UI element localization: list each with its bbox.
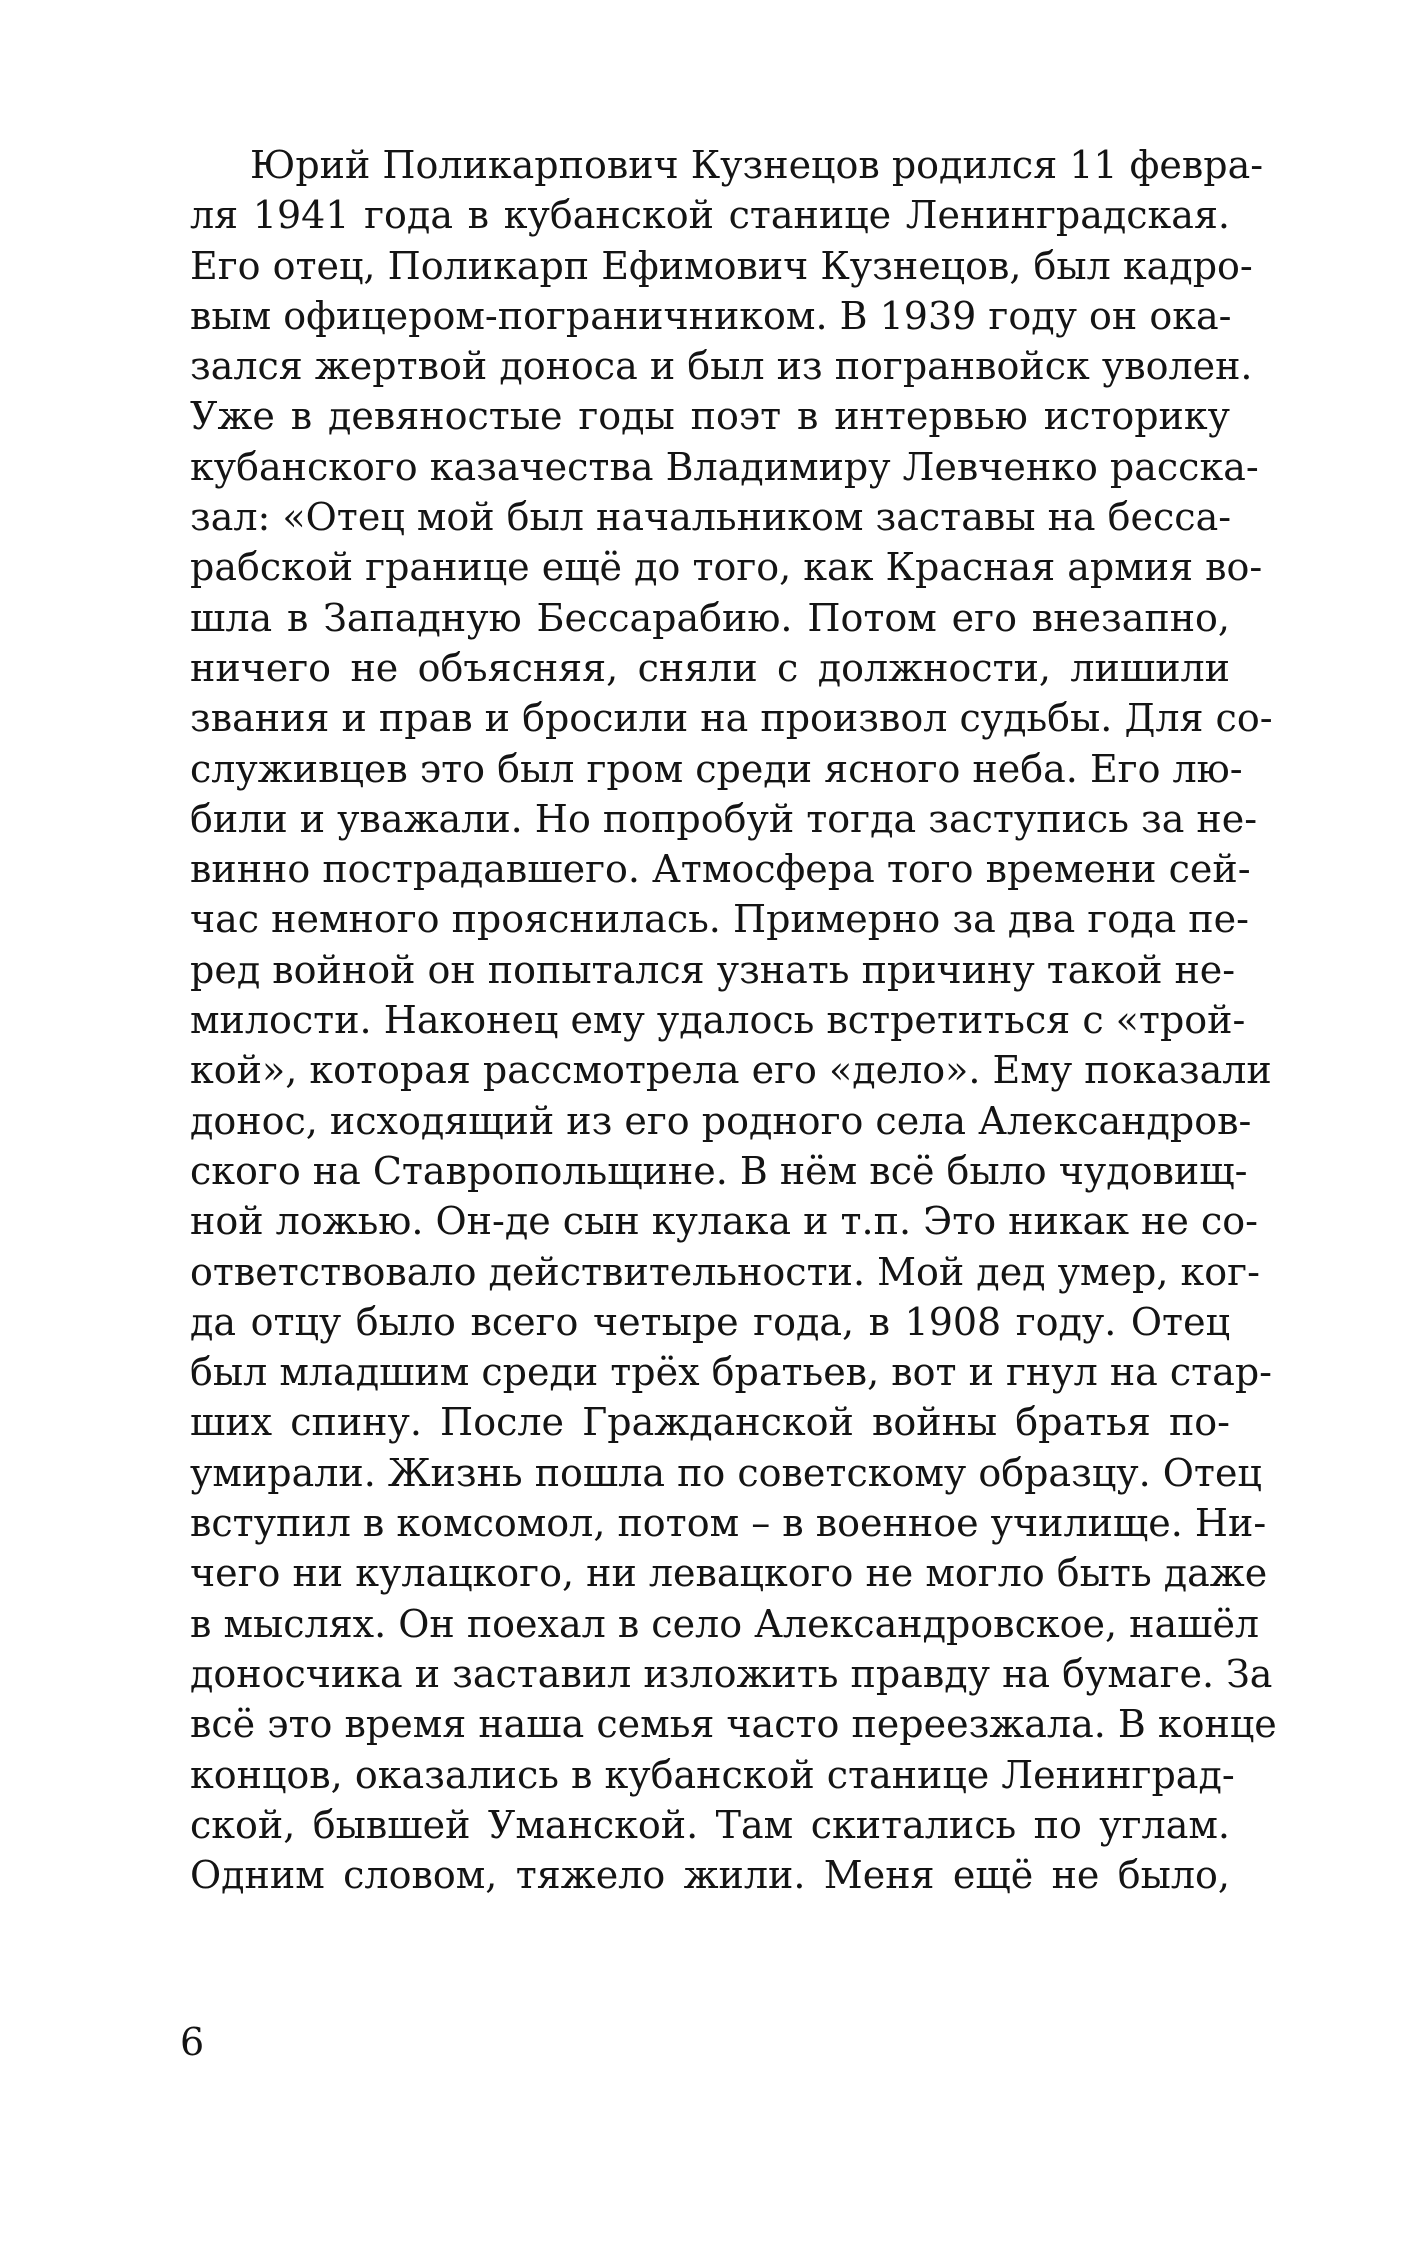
text-line: концов, оказались в кубанской станице Ленинград- bbox=[190, 1752, 1235, 1797]
text-line: час немного прояснилась. Примерно за два года пе- bbox=[190, 897, 1249, 942]
text-line: ной ложью. Он-де сын кулака и т.п. Это никак не со- bbox=[190, 1199, 1258, 1244]
text-line: винно пострадавшего. Атмосфера того времени сей- bbox=[190, 847, 1251, 892]
text-line: Одним словом, тяжело жили. Меня ещё не было, bbox=[190, 1853, 1230, 1898]
text-line: был младшим среди трёх братьев, вот и гнул на стар- bbox=[190, 1350, 1273, 1395]
text-line: вым офицером-пограничником. В 1939 году он ока- bbox=[190, 293, 1232, 338]
text-line: зал: «Отец мой был начальником заставы на бесса- bbox=[190, 495, 1232, 540]
text-line: ред войной он попытался узнать причину такой не- bbox=[190, 947, 1236, 992]
text-line: ответствовало действительности. Мой дед умер, ког- bbox=[190, 1249, 1260, 1294]
text-line: ничего не объясняя, сняли с должности, лишили bbox=[190, 645, 1230, 690]
text-line: зался жертвой доноса и был из погранвойск уволен. bbox=[190, 344, 1253, 389]
text-line: кой», которая рассмотрела его «дело». Ему показали bbox=[190, 1048, 1272, 1093]
text-line: умирали. Жизнь пошла по советскому образцу. Отец bbox=[190, 1450, 1262, 1495]
text-line: доносчика и заставил изложить правду на бумаге. За bbox=[190, 1651, 1273, 1696]
text-line: шла в Западную Бессарабию. Потом его внезапно, bbox=[190, 595, 1230, 640]
text-line: донос, исходящий из его родного села Александров- bbox=[190, 1098, 1252, 1143]
text-line: ших спину. После Гражданской войны братья по- bbox=[190, 1400, 1230, 1445]
text-line: Его отец, Поликарп Ефимович Кузнецов, был кадро- bbox=[190, 243, 1253, 288]
text-line: всё это время наша семья часто переезжала. В конце bbox=[190, 1702, 1277, 1747]
text-line: чего ни кулацкого, ни левацкого не могло быть даже bbox=[190, 1551, 1268, 1596]
text-line: ля 1941 года в кубанской станице Ленинградская. bbox=[190, 193, 1230, 238]
text-line: ского на Ставропольщине. В нём всё было чудовищ- bbox=[190, 1148, 1248, 1193]
text-line: Юрий Поликарпович Кузнецов родился 11 февра- bbox=[250, 143, 1264, 187]
text-line: вступил в комсомол, потом – в военное училище. Ни- bbox=[190, 1501, 1267, 1546]
text-line: рабской границе ещё до того, как Красная армия во- bbox=[190, 545, 1263, 590]
text-line: милости. Наконец ему удалось встретиться с «трой- bbox=[190, 998, 1246, 1043]
text-line: звания и прав и бросили на произвол судьбы. Для со- bbox=[190, 696, 1273, 741]
text-line: кубанского казачества Владимиру Левченко расска- bbox=[190, 444, 1259, 489]
page-number: 6 bbox=[180, 2020, 205, 2064]
text-line: ской, бывшей Уманской. Там скитались по углам. bbox=[190, 1802, 1230, 1847]
text-line: били и уважали. Но попробуй тогда заступись за не- bbox=[190, 796, 1258, 841]
text-line: в мыслях. Он поехал в село Александровское, нашёл bbox=[190, 1601, 1260, 1646]
body-text bbox=[190, 140, 1277, 1900]
text-line: Уже в девяностые годы поэт в интервью историку bbox=[190, 394, 1230, 439]
text-line: да отцу было всего четыре года, в 1908 году. Отец bbox=[190, 1299, 1230, 1344]
text-line: служивцев это был гром среди ясного неба. Его лю- bbox=[190, 746, 1243, 791]
